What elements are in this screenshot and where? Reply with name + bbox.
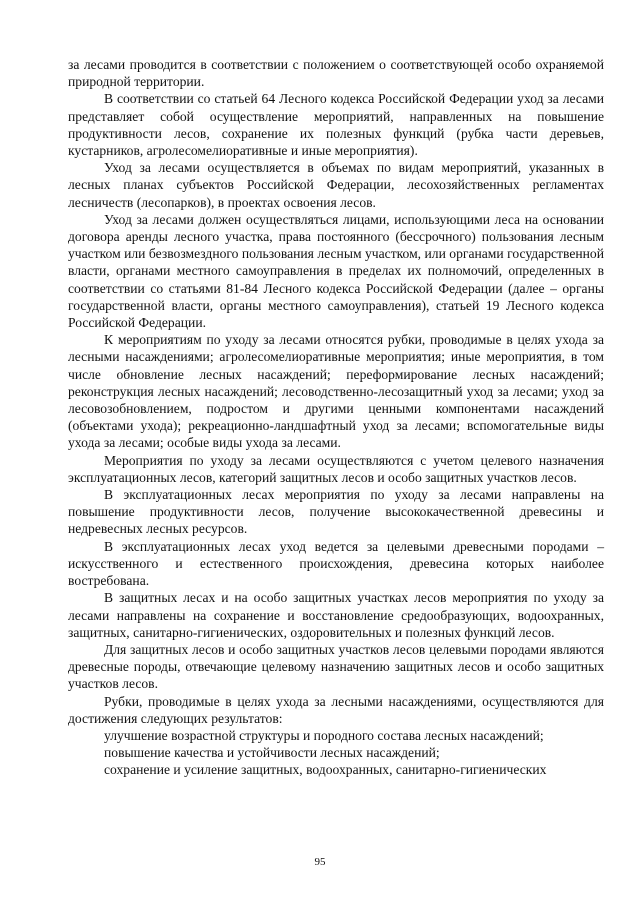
paragraph: Рубки, проводимые в целях ухода за лесными насаждениями, осуществляются для достижения следующих результатов: [68,693,604,726]
paragraph: В защитных лесах и на особо защитных участках лесов мероприятия по уходу за лесами направлены на сохранение и восстановление средообразующих, водоохранных, защитных, санитарно-гигиенических, оздоровительных и полезных функций лесов. [68,590,604,640]
document-page [68,56,604,779]
paragraph: Уход за лесами должен осуществляться лицами, использующими леса на основании договора аренды лесного участка, права постоянного (бессрочного) пользования лесным участком или безвозмездного пользования лесным участком, или органами государственной власти, органами местного самоуправления в пределах их полномочий, определенных в соответствии со статьями 81-84 Лесного кодекса Российской Федерации (далее – органы государственной власти, органы местного самоуправления), статьей 19 Лесного кодекса Российской Федерации. [68,211,604,331]
list-item: улучшение возрастной структуры и породного состава лесных насаждений; [104,727,544,743]
paragraph: В эксплуатационных лесах мероприятия по уходу за лесами направлены на повышение продуктивности лесов, получение высококачественной древесины и недревесных лесных ресурсов. [68,487,604,537]
paragraph: за лесами проводится в соответствии с положением о соответствующей особо охраняемой природной территории. [68,57,604,90]
paragraph: Уход за лесами осуществляется в объемах по видам мероприятий, указанных в лесных планах субъектов Российской Федерации, лесохозяйственных регламентах лесничеств (лесопарков), в проектах освоения лесов. [68,160,604,210]
paragraph: К мероприятиям по уходу за лесами относятся рубки, проводимые в целях ухода за лесными насаждениями; агролесомелиоративные мероприятия; иные мероприятия, в том числе обновление лесных насаждений; переформирование лесных насаждений; реконструкция лесных насаждений; лесоводственно-лесозащитный уход за лесами; уход за лесовозобновлением, подростом и другими ценными компонентами насаждений (объектами ухода); рекреационно-ландшафтный уход за лесами; вспомогательные виды ухода за лесами; особые виды ухода за лесами. [68,332,604,451]
list-item: сохранение и усиление защитных, водоохранных, санитарно-гигиенических [104,762,547,778]
paragraph: В эксплуатационных лесах уход ведется за целевыми древесными породами – искусственного и естественного происхождения, древесина которых наиболее востребована. [68,538,604,589]
page-number: 95 [314,856,326,868]
paragraph: В соответствии со статьей 64 Лесного кодекса Российской Федерации уход за лесами представляет собой осуществление мероприятий, направленных на повышение продуктивности лесов, сохранение их полезных функций (рубка части деревьев, кустарников, агролесомелиоративные и иные мероприятия). [68,91,604,159]
paragraph: Для защитных лесов и особо защитных участков лесов целевыми породами являются древесные породы, отвечающие целевому назначению защитных лесов и особо защитных участков лесов. [68,641,604,692]
paragraph: Мероприятия по уходу за лесами осуществляются с учетом целевого назначения эксплуатационных лесов, категорий защитных лесов и особо защитных участков лесов. [68,452,604,485]
list-item: повышение качества и устойчивости лесных насаждений; [104,745,440,761]
